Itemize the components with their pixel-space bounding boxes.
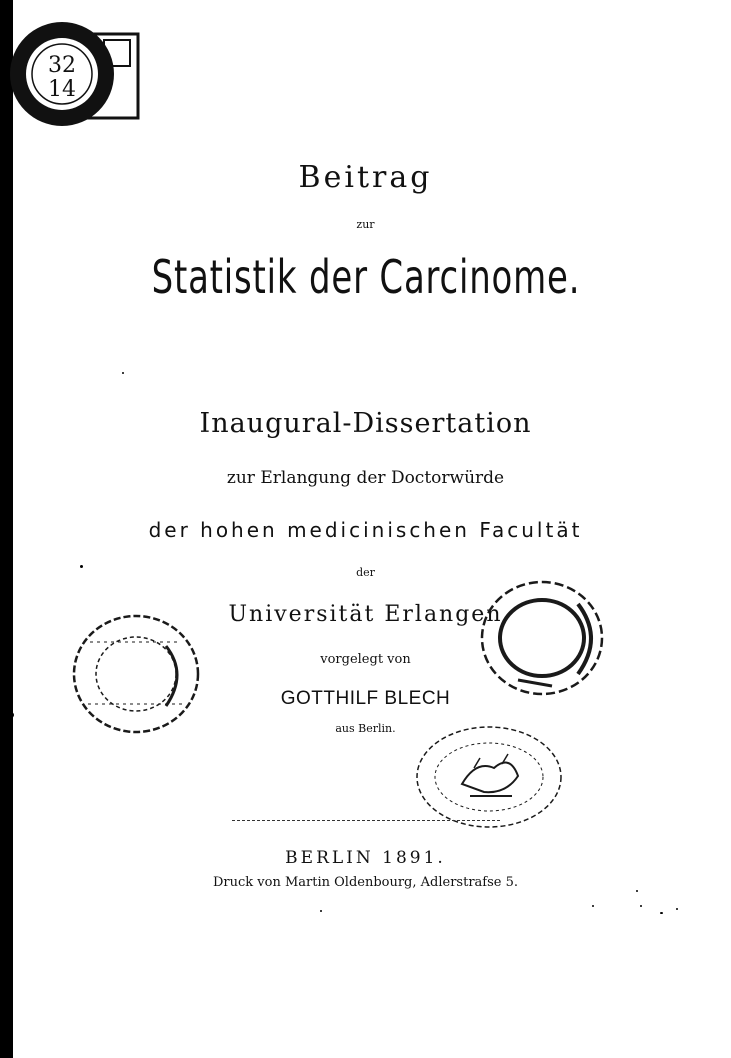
scan-speck [122,372,124,374]
faculty-line: der hohen medicinischen Facultät [148,518,583,542]
scan-speck [8,712,14,718]
library-stamp-icon [4,14,140,126]
library-stamp-icon [70,612,202,736]
scan-speck [80,565,83,568]
scan-speck [636,890,638,892]
dissertation-heading: Inaugural-Dissertation [199,408,532,439]
faculty-connector: der [356,566,375,579]
scan-speck [640,905,642,907]
separator-line [232,820,500,822]
page-title: Statistik der Carcinome. [151,250,581,304]
seal-stamp-icon [414,724,564,830]
svg-text:14: 14 [48,77,76,102]
author-origin: aus Berlin. [335,722,396,735]
submitted-by: vorgelegt von [320,652,411,667]
imprint-place-year: BERLIN 1891. [285,848,446,868]
author-name: GOTTHILF BLECH [280,688,451,709]
scan-speck [592,905,594,907]
title-prefix: Beitrag [298,160,433,195]
svg-text:32: 32 [48,53,76,78]
title-connector: zur [356,218,375,231]
library-stamp-icon [478,578,608,698]
scan-speck [660,912,663,914]
library-stamp-middle-right [478,578,608,698]
scan-speck [676,908,678,910]
university-line: Universität Erlangen [228,602,503,627]
library-stamp-middle-left [70,612,202,736]
scan-speck [320,910,322,912]
purpose-line: zur Erlangung der Doctorwürde [226,468,505,488]
library-stamp-top-left [4,14,140,126]
library-stamp-lower-right [414,724,564,830]
imprint-printer: Druck von Martin Oldenbourg, Adlerstrafse 5. [212,875,518,890]
